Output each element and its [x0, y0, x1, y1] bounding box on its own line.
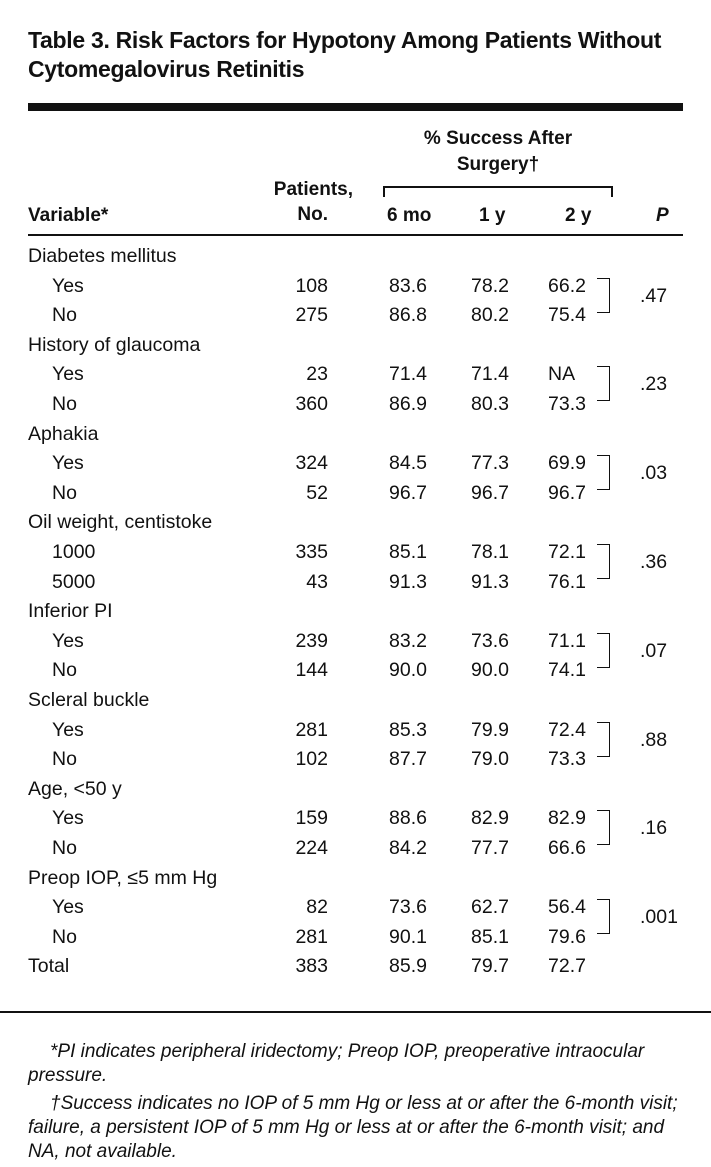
cell-6mo: 87.7 [389, 748, 427, 771]
cell-1y: 73.6 [471, 629, 509, 652]
bottom-rule [0, 1011, 711, 1013]
cell-2y: 72.7 [548, 955, 586, 978]
table-row [0, 775, 711, 804]
header-variable: Variable* [28, 205, 109, 226]
table-row [0, 242, 711, 271]
comparison-bracket [597, 633, 610, 668]
cell-1y: 79.9 [471, 718, 509, 741]
cell-6mo: 73.6 [389, 896, 427, 919]
cell-patients: 102 [295, 748, 328, 771]
cell-2y: 71.1 [548, 629, 586, 652]
row-label: Yes [52, 629, 84, 652]
cell-patients: 224 [295, 837, 328, 859]
cell-patients: 335 [295, 541, 328, 563]
table-row [0, 686, 711, 715]
cell-patients: 144 [295, 659, 328, 682]
p-value: .88 [640, 728, 668, 751]
cell-2y: 82.9 [548, 807, 586, 830]
row-label: Yes [52, 807, 84, 830]
row-label: Diabetes mellitus [28, 245, 177, 267]
cell-6mo: 84.5 [389, 452, 427, 475]
row-label: Yes [52, 274, 84, 297]
row-label: No [52, 481, 77, 504]
row-label: Age, <50 y [28, 777, 122, 800]
header-patients-line2: No. [297, 204, 328, 225]
cell-6mo: 84.2 [389, 837, 427, 859]
cell-patients: 324 [295, 452, 328, 475]
cell-1y: 79.0 [471, 748, 509, 771]
header-patients-line1: Patients, [273, 179, 353, 200]
row-label: Yes [52, 363, 84, 386]
row-label: Aphakia [28, 422, 99, 445]
comparison-bracket [597, 366, 610, 401]
cell-patients: 52 [306, 481, 328, 504]
p-value: .23 [640, 373, 668, 396]
cell-6mo: 88.6 [389, 807, 427, 830]
cell-2y: NA [548, 363, 576, 386]
row-label: Oil weight, centistoke [28, 511, 213, 534]
header-success-line1: % Success After [423, 128, 573, 149]
cell-1y: 79.7 [471, 955, 509, 978]
cell-patients: 360 [295, 393, 328, 415]
cell-2y: 72.4 [548, 718, 586, 741]
row-label: Preop IOP, ≤5 mm Hg [28, 866, 218, 889]
row-label: History of glaucoma [28, 333, 201, 356]
table-title: Table 3. Risk Factors for Hypotony Among Patients Without Cytomegalovirus Retinitis [28, 27, 662, 82]
cell-2y: 76.1 [548, 570, 586, 593]
row-label: 5000 [52, 570, 96, 593]
comparison-bracket [597, 722, 610, 757]
p-value: .03 [640, 462, 668, 485]
cell-2y: 72.1 [548, 541, 586, 563]
header-1y: 1 y [479, 205, 506, 226]
p-value: .16 [640, 817, 668, 840]
table-row [0, 597, 711, 626]
cell-6mo: 91.3 [389, 570, 427, 593]
cell-2y: 96.7 [548, 481, 586, 504]
cell-1y: 85.1 [471, 925, 509, 948]
comparison-bracket [597, 544, 610, 579]
table-row [0, 420, 711, 449]
cell-6mo: 86.8 [389, 304, 427, 327]
cell-6mo: 96.7 [389, 481, 427, 504]
cell-1y: 71.4 [471, 363, 509, 386]
cell-1y: 78.2 [471, 274, 509, 297]
row-label: No [52, 304, 77, 327]
row-label: Yes [52, 718, 84, 741]
cell-patients: 43 [306, 570, 328, 593]
cell-patients: 239 [295, 629, 328, 652]
cell-patients: 281 [295, 718, 328, 741]
cell-2y: 79.6 [548, 925, 586, 948]
footnote-dagger-text: †Success indicates no IOP of 5 mm Hg or less at or after the 6-month visit; failure, a persistent IOP of 5 mm Hg or less at or after the 6-month visit; and NA, not available. [28, 1093, 678, 1162]
comparison-bracket [597, 278, 610, 313]
footnote-star-text: *PI indicates peripheral iridectomy; Preop IOP, preoperative intraocular pressure. [28, 1041, 645, 1086]
cell-patients: 23 [306, 363, 328, 386]
table-row [0, 952, 711, 981]
row-label: Scleral buckle [28, 689, 150, 711]
cell-1y: 80.2 [471, 304, 509, 327]
cell-6mo: 85.3 [389, 718, 427, 741]
cell-1y: 90.0 [471, 659, 509, 682]
row-label: No [52, 837, 77, 859]
cell-2y: 74.1 [548, 659, 586, 682]
cell-6mo: 85.9 [389, 955, 427, 978]
cell-1y: 77.3 [471, 452, 509, 475]
cell-1y: 82.9 [471, 807, 509, 830]
cell-6mo: 71.4 [389, 363, 427, 386]
cell-1y: 91.3 [471, 570, 509, 593]
row-label: No [52, 748, 77, 771]
row-label: Inferior PI [28, 600, 113, 623]
cell-patients: 383 [295, 955, 328, 978]
cell-1y: 96.7 [471, 481, 509, 504]
table-row [0, 508, 711, 537]
footnote-star [28, 1040, 683, 1088]
cell-2y: 69.9 [548, 452, 586, 475]
cell-2y: 56.4 [548, 896, 586, 919]
cell-patients: 108 [295, 274, 328, 297]
p-value: .47 [640, 284, 668, 307]
cell-2y: 73.3 [548, 393, 586, 415]
cell-2y: 66.2 [548, 274, 586, 297]
comparison-bracket [597, 810, 610, 845]
cell-patients: 82 [306, 896, 328, 919]
cell-2y: 75.4 [548, 304, 586, 327]
cell-6mo: 90.1 [389, 925, 427, 948]
comparison-bracket [597, 455, 610, 490]
cell-6mo: 86.9 [389, 393, 427, 415]
cell-6mo: 83.6 [389, 274, 427, 297]
header-success-line2: Surgery† [456, 154, 540, 175]
p-value: .001 [640, 906, 678, 929]
row-label: Yes [52, 896, 84, 919]
header-p: P [656, 205, 669, 226]
cell-1y: 77.7 [471, 837, 509, 859]
cell-2y: 66.6 [548, 837, 586, 859]
cell-6mo: 85.1 [389, 541, 427, 563]
table-row [0, 864, 711, 893]
cell-6mo: 83.2 [389, 629, 427, 652]
header-6mo: 6 mo [387, 205, 432, 226]
footnote-dagger [28, 1092, 683, 1164]
row-label: 1000 [52, 541, 96, 563]
p-value: .36 [640, 551, 668, 573]
header-2y: 2 y [565, 205, 592, 226]
p-value: .07 [640, 639, 668, 662]
cell-1y: 80.3 [471, 393, 509, 415]
header-spanner [383, 186, 613, 197]
row-label: Yes [52, 452, 84, 475]
row-label: Total [28, 955, 70, 978]
cell-patients: 281 [295, 925, 328, 948]
row-label: No [52, 659, 77, 682]
cell-1y: 78.1 [471, 541, 509, 563]
header-rule [28, 234, 683, 236]
row-label: No [52, 393, 77, 415]
cell-6mo: 90.0 [389, 659, 427, 682]
top-rule [28, 103, 683, 111]
comparison-bracket [597, 899, 610, 934]
row-label: No [52, 925, 77, 948]
table-row [0, 331, 711, 360]
cell-patients: 159 [295, 807, 328, 830]
cell-patients: 275 [295, 304, 328, 327]
cell-2y: 73.3 [548, 748, 586, 771]
cell-1y: 62.7 [471, 896, 509, 919]
